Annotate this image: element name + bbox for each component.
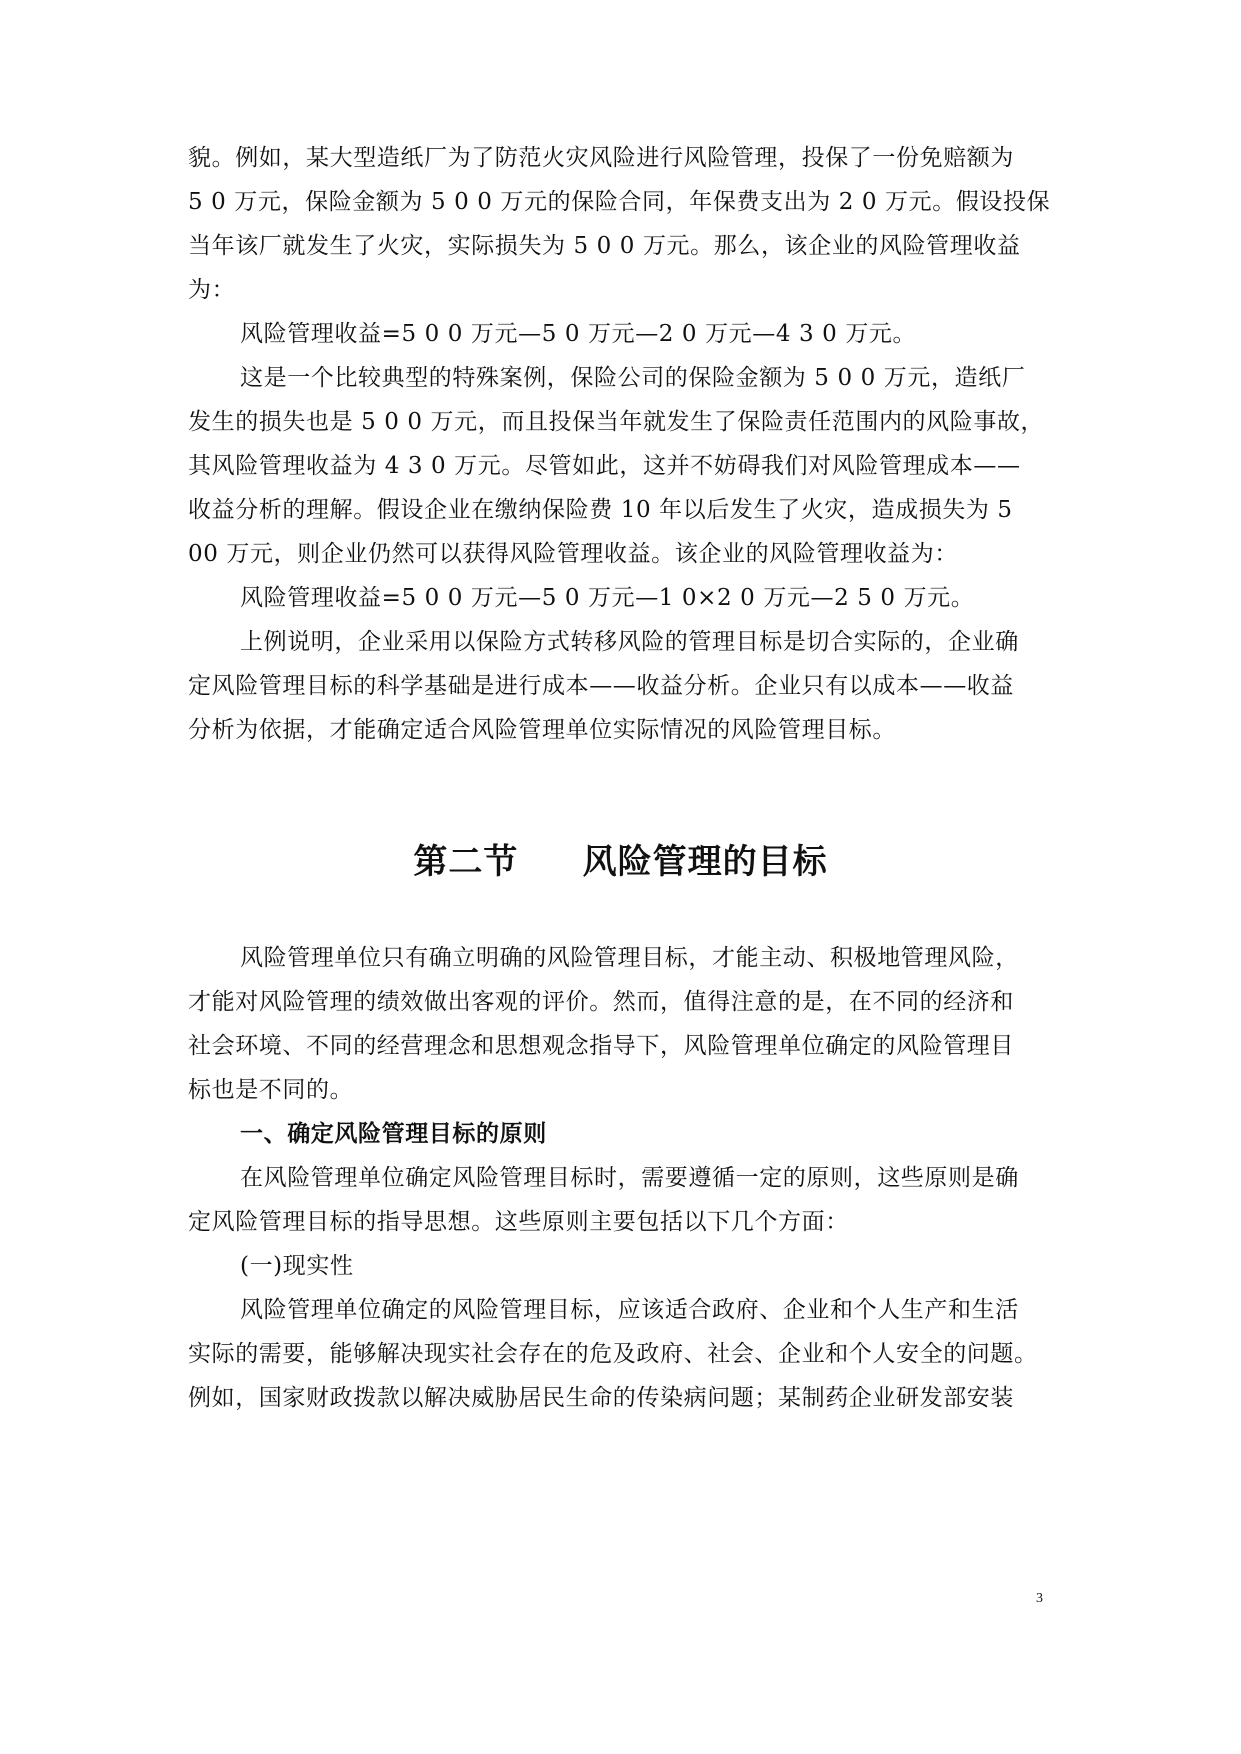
paragraph-line: 其风险管理收益为 4 3 0 万元。尽管如此，这并不妨碍我们对风险管理成本—— — [188, 453, 1021, 479]
paragraph-line: 00 万元，则企业仍然可以获得风险管理收益。该企业的风险管理收益为： — [188, 541, 958, 567]
formula-line: 风险管理收益=5 0 0 万元—5 0 万元—1 0×2 0 万元—2 5 0 万元。 — [240, 585, 975, 611]
paragraph-line: 风险管理单位只有确立明确的风险管理目标，才能主动、积极地管理风险， — [240, 945, 1019, 971]
paragraph-line: 定风险管理目标的指导思想。这些原则主要包括以下几个方面： — [188, 1209, 849, 1235]
paragraph-line: 收益分析的理解。假设企业在缴纳保险费 10 年以后发生了火灾，造成损失为 5 — [188, 497, 1013, 523]
subsection-label: (一)现实性 — [240, 1253, 354, 1279]
paragraph-line: 风险管理单位确定的风险管理目标，应该适合政府、企业和个人生产和生活 — [240, 1297, 1019, 1323]
paragraph-line: 分析为依据，才能确定适合风险管理单位实际情况的风险管理目标。 — [188, 717, 896, 743]
paragraph-line: 貌。例如，某大型造纸厂为了防范火灾风险进行风险管理，投保了一份免赔额为 — [188, 145, 1014, 171]
paragraph-line: 在风险管理单位确定风险管理目标时，需要遵循一定的原则，这些原则是确 — [240, 1165, 1019, 1191]
paragraph-line: 标也是不同的。 — [188, 1077, 354, 1103]
paragraph-line: 才能对风险管理的绩效做出客观的评价。然而，值得注意的是，在不同的经济和 — [188, 989, 1014, 1015]
paragraph-line: 上例说明，企业采用以保险方式转移风险的管理目标是切合实际的，企业确 — [240, 629, 1019, 655]
formula-line: 风险管理收益=5 0 0 万元—5 0 万元—2 0 万元—4 3 0 万元。 — [240, 321, 917, 347]
page-number: 3 — [1036, 1591, 1043, 1606]
subsection-heading: 一、确定风险管理目标的原则 — [240, 1120, 547, 1147]
section-heading: 第二节 风险管理的目标 — [413, 842, 828, 882]
paragraph-line: 这是一个比较典型的特殊案例，保险公司的保险金额为 5 0 0 万元，造纸厂 — [240, 365, 1026, 391]
paragraph-line: 例如，国家财政拨款以解决威胁居民生命的传染病问题；某制药企业研发部安装 — [188, 1385, 1014, 1411]
paragraph-line: 实际的需要，能够解决现实社会存在的危及政府、社会、企业和个人安全的问题。 — [188, 1341, 1038, 1367]
paragraph-line: 为： — [188, 277, 236, 303]
paragraph-line: 5 0 万元，保险金额为 5 0 0 万元的保险合同，年保费支出为 2 0 万元。假设投保 — [188, 189, 1051, 215]
paragraph-line: 发生的损失也是 5 0 0 万元，而且投保当年就发生了保险责任范围内的风险事故， — [188, 409, 1045, 435]
paragraph-line: 当年该厂就发生了火灾，实际损失为 5 0 0 万元。那么，该企业的风险管理收益 — [188, 233, 1021, 259]
paragraph-line: 社会环境、不同的经营理念和思想观念指导下，风险管理单位确定的风险管理目 — [188, 1033, 1014, 1059]
paragraph-line: 定风险管理目标的科学基础是进行成本——收益分析。企业只有以成本——收益 — [188, 673, 1014, 699]
